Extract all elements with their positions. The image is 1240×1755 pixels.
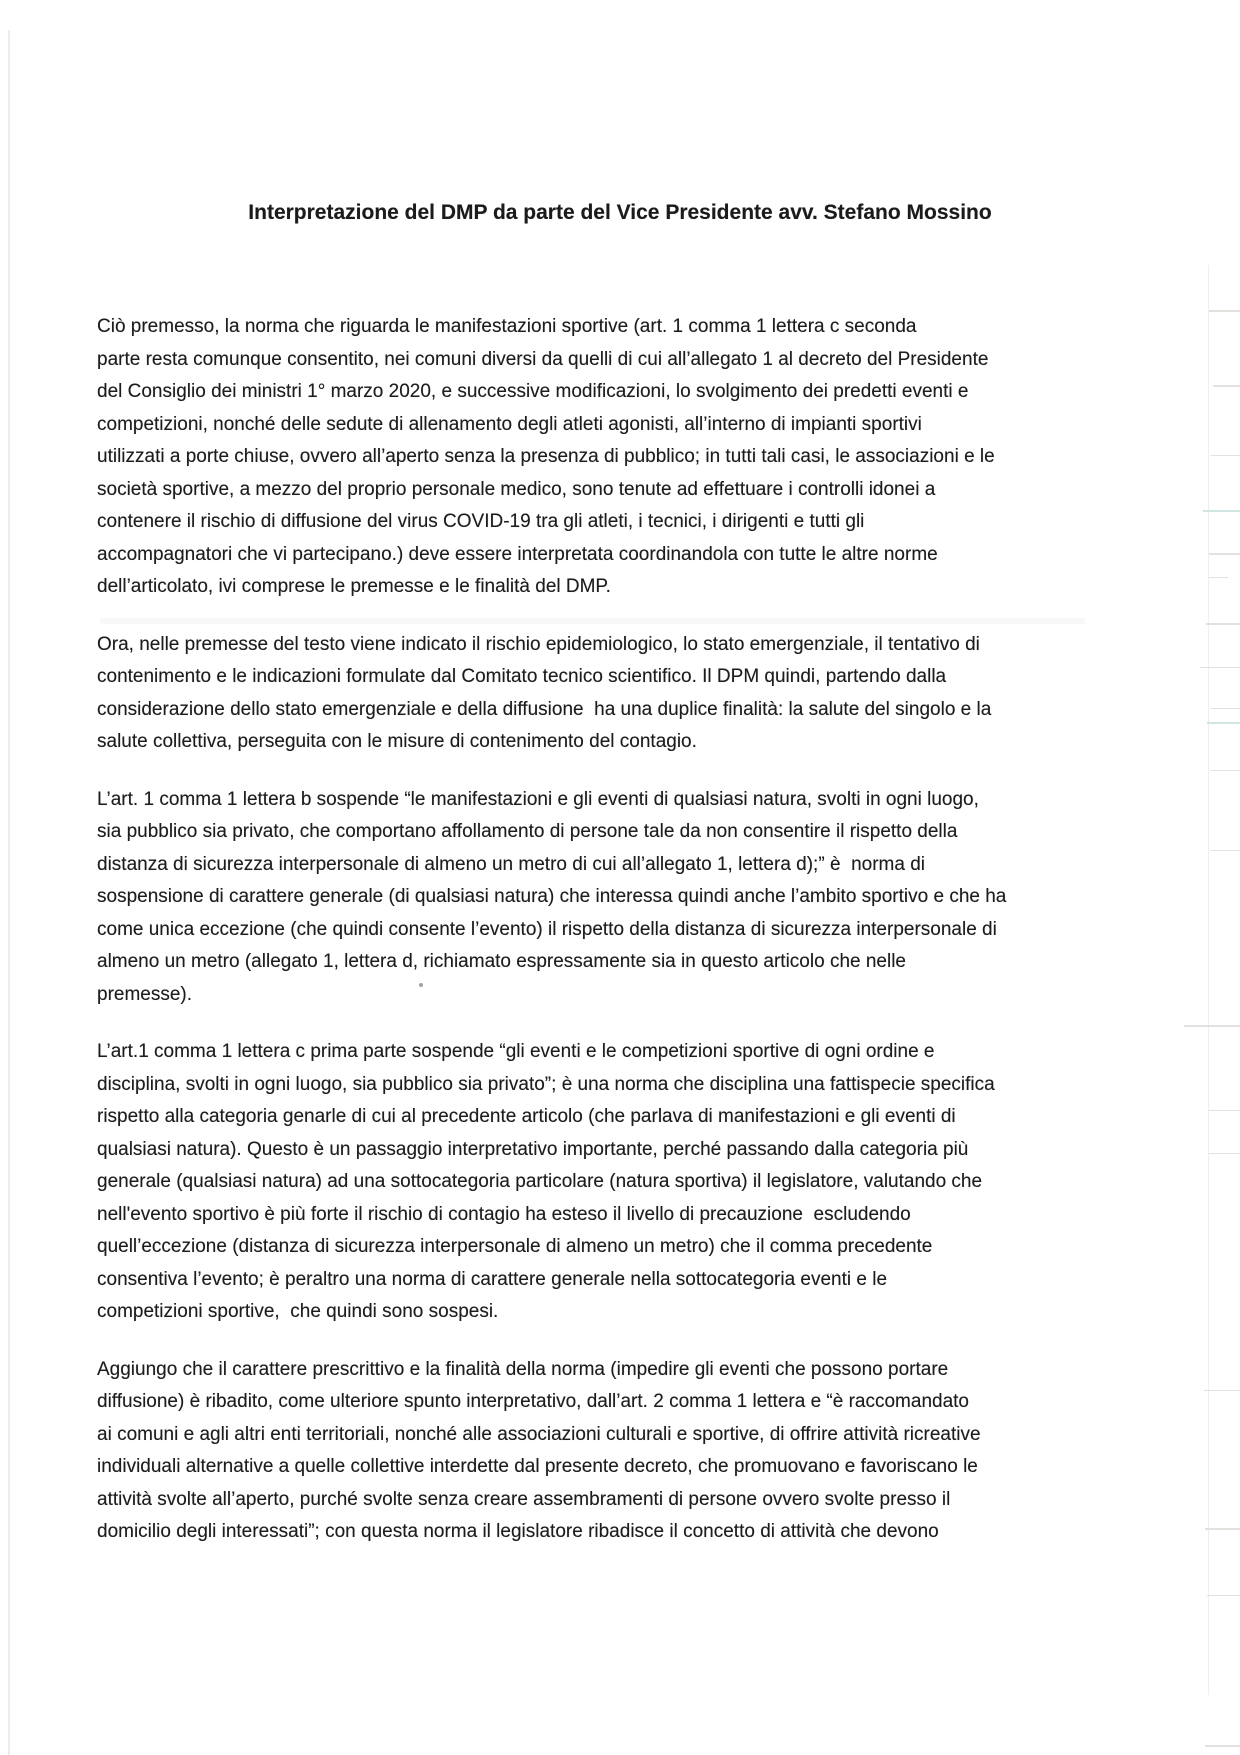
text-line: sia pubblico sia privato, che comportano affollamento di persone tale da non consentire il rispetto della	[97, 821, 958, 842]
text-line: accompagnatori che vi partecipano.) deve essere interpretata coordinandola con tutte le altre norme	[97, 543, 938, 565]
scan-dash	[1209, 310, 1240, 312]
paragraph	[97, 784, 1102, 1012]
scan-dash	[1206, 623, 1240, 625]
scan-dash	[1211, 455, 1240, 456]
text-line: almeno un metro (allegato 1, lettera d, richiamato espressamente sia in questo articolo che nelle	[97, 951, 906, 972]
text-line: individuali alternative a quelle collettive interdette dal presente decreto, che promuovano e favoriscano le	[97, 1456, 978, 1477]
scan-dash	[1200, 667, 1240, 668]
text-line: competizioni sportive, che quindi sono sospesi.	[97, 1301, 499, 1322]
scan-dash	[1205, 1528, 1240, 1530]
text-line: distanza di sicurezza interpersonale di almeno un metro di cui all’allegato 1, lettera d);” è norma di	[97, 853, 925, 875]
text-line: dell’articolato, ivi comprese le premesse e le finalità del DMP.	[97, 576, 611, 597]
text-line: salute collettiva, perseguita con le misure di contenimento del contagio.	[97, 731, 697, 752]
scan-dash	[1204, 1390, 1240, 1391]
text-line: competizioni, nonché delle sedute di allenamento degli atleti agonisti, all’interno di impianti sportivi	[97, 413, 922, 435]
text-line: consentiva l’evento; è peraltro una norma di carattere generale nella sottocategoria eventi e le	[97, 1268, 888, 1290]
scan-dash	[1211, 708, 1240, 709]
text-line: contenere il rischio di diffusione del virus COVID-19 tra gli atleti, i tecnici, i dirigenti e tutti gli	[97, 511, 865, 532]
document-title: Interpretazione del DMP da parte del Vice Presidente avv. Stefano Mossino	[248, 201, 992, 224]
scan-dash	[1184, 1025, 1240, 1027]
scan-dash	[1207, 1595, 1240, 1596]
scan-dash	[1209, 553, 1240, 555]
paragraph	[97, 1036, 1102, 1329]
text-line: L’art. 1 comma 1 lettera b sospende “le manifestazioni e gli eventi di qualsiasi natura, svolti in ogni luogo,	[97, 788, 979, 810]
text-line: contenimento e le indicazioni formulate dal Comitato tecnico scientifico. Il DPM quindi, partendo dalla	[97, 666, 947, 687]
scan-dash	[1209, 1110, 1240, 1111]
text-line: quell’eccezione (distanza di sicurezza interpersonale di almeno un metro) che il comma precedente	[97, 1236, 933, 1257]
scan-dash	[1205, 1745, 1240, 1747]
scan-dash	[1211, 770, 1240, 771]
scan-dash	[1209, 1153, 1240, 1154]
text-line: qualsiasi natura). Questo è un passaggio interpretativo importante, perché passando dalla categoria più	[97, 1138, 969, 1160]
text-line: Ciò premesso, la norma che riguarda le manifestazioni sportive (art. 1 comma 1 lettera c seconda	[97, 316, 917, 337]
scan-edge-right-line	[1208, 265, 1209, 1695]
paragraph	[97, 311, 1102, 604]
text-line: società sportive, a mezzo del proprio personale medico, sono tenute ad effettuare i controlli idonei a	[97, 478, 936, 500]
text-line: rispetto alla categoria genarle di cui al precedente articolo (che parlava di manifestazioni e gli eventi di	[97, 1106, 956, 1127]
scan-dash	[1211, 850, 1240, 851]
text-line: come unica eccezione (che quindi consente l’evento) il rispetto della distanza di sicurezza interpersonale di	[97, 918, 997, 940]
text-line: parte resta comunque consentito, nei comuni diversi da quelli di cui all’allegato 1 al decreto del Presidente	[97, 348, 989, 370]
paragraph	[97, 1354, 1102, 1549]
scan-edge-left-line	[8, 30, 10, 1755]
text-line: L’art.1 comma 1 lettera c prima parte sospende “gli eventi e le competizioni sportive di ogni ordine e	[97, 1041, 935, 1062]
text-line: nell'evento sportivo è più forte il rischio di contagio ha esteso il livello di precauzione escludendo	[97, 1203, 911, 1225]
text-line: considerazione dello stato emergenziale e della diffusione ha una duplice finalità: la salute del singolo e la	[97, 698, 992, 720]
paragraph	[97, 629, 1102, 759]
text-line: utilizzati a porte chiuse, ovvero all’aperto senza la presenza di pubblico; in tutti tali casi, le associazioni e le	[97, 446, 995, 467]
scan-dash	[1207, 722, 1240, 724]
text-line: domicilio degli interessati”; con questa norma il legislatore ribadisce il concetto di attività che devono	[97, 1521, 939, 1542]
text-line: disciplina, svolti in ogni luogo, sia pubblico sia privato”; è una norma che disciplina una fattispecie specifica	[97, 1073, 995, 1095]
text-line: Aggiungo che il carattere prescrittivo e la finalità della norma (impedire gli eventi che possono portare	[97, 1358, 949, 1380]
text-line: premesse).	[97, 983, 193, 1005]
scan-dash	[1209, 577, 1228, 578]
text-line: attività svolte all’aperto, purché svolte senza creare assembramenti di persone ovvero svolte presso il	[97, 1488, 951, 1510]
scan-dash	[1203, 510, 1240, 512]
text-line: diffusione) è ribadito, come ulteriore spunto interpretativo, dall’art. 2 comma 1 lettera e “è raccomandato	[97, 1391, 969, 1412]
text-line: del Consiglio dei ministri 1° marzo 2020, e successive modificazioni, lo svolgimento dei predetti eventi e	[97, 381, 969, 402]
text-line: sospensione di carattere generale (di qualsiasi natura) che interessa quindi anche l’ambito sportivo e che ha	[97, 886, 1007, 907]
document-body	[97, 311, 1102, 1574]
text-line: generale (qualsiasi natura) ad una sottocategoria particolare (natura sportiva) il legislatore, valutando che	[97, 1171, 983, 1192]
scan-dash	[1213, 385, 1240, 387]
text-line: Ora, nelle premesse del testo viene indicato il rischio epidemiologico, lo stato emergenziale, il tentativo di	[97, 633, 980, 655]
text-line: ai comuni e agli altri enti territoriali, nonché alle associazioni culturali e sportive, di offrire attività ricreative	[97, 1423, 981, 1445]
